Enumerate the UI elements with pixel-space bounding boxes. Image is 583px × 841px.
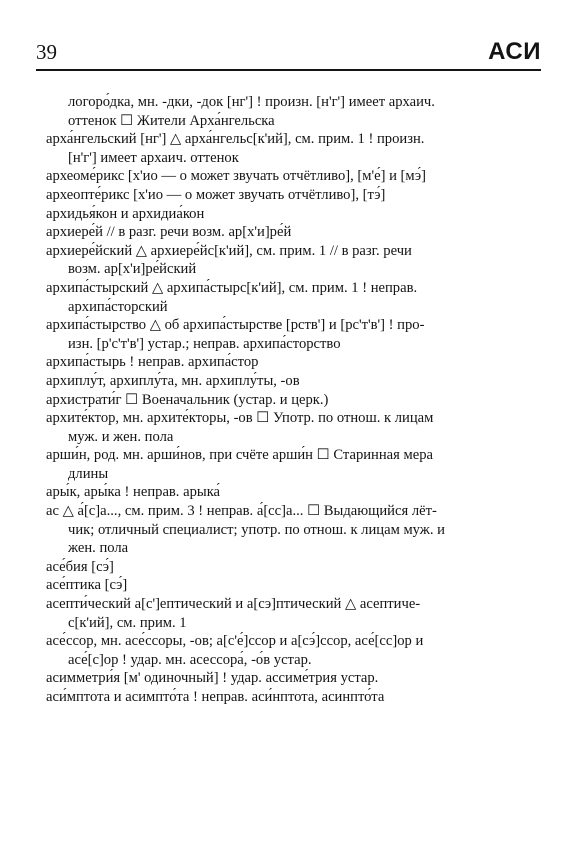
- entry-line: архистрати́г ☐ Военачальник (устар. и церк.): [46, 391, 329, 408]
- entry-line: архиплу́т, архиплу́та, мн. архиплу́ты, -ов: [46, 372, 300, 389]
- entry-line: ас △ а́[с]а..., см. прим. 3 ! неправ. а́[сс]а... ☐ Выдающийся лёт-: [46, 503, 437, 520]
- entry-line: асе́ссор, мн. асе́ссоры, -ов; а[с'е́]ссор и а[сэ́]ссор, асе́[сс]ор и: [46, 633, 424, 650]
- entry-line: возм. ар[х'и]ре́йский: [68, 261, 197, 278]
- entry-line: с[к'ий], см. прим. 1: [68, 614, 187, 631]
- entry-line: длины: [68, 465, 109, 482]
- entry-line: арха́нгельский [нг'] △ арха́нгельс[к'ий], см. прим. 1 ! произн.: [46, 131, 425, 148]
- entry-line: ары́к, ары́ка ! неправ. арыка́: [46, 484, 221, 501]
- entry-line: асепти́ческий а[с']ептический и а[сэ]птический △ асептиче-: [46, 596, 421, 613]
- entry-line: архипа́сторский: [68, 298, 168, 315]
- entry-line: муж. и жен. пола: [68, 428, 174, 445]
- entry-line: чик; отличный специалист; употр. по отнош. к лицам муж. и: [68, 521, 445, 538]
- entry-line: логоро́дка, мн. -дки, -док [нг'] ! произн. [н'г'] имеет архаич.: [68, 94, 435, 110]
- entry-line: архипа́стырь ! неправ. архипа́стор: [46, 354, 259, 371]
- page-number: 39: [36, 40, 57, 64]
- entry-line: асимметри́я [м' одиночный] ! удар. ассиме́трия устар.: [46, 670, 379, 687]
- entry-line: асе́бия [сэ́]: [46, 558, 114, 575]
- entry-line: архипа́стырский △ архипа́стырс[к'ий], см. прим. 1 ! неправ.: [46, 279, 418, 296]
- entry-line: археопте́рикс [х'ио — о может звучать отчётливо], [тэ́]: [46, 186, 386, 203]
- entry-line: асе́птика [сэ́]: [46, 577, 128, 594]
- entry-line: изн. [р'с'т'в'] устар.; неправ. архипа́сторство: [68, 335, 341, 352]
- entry-line: арши́н, род. мн. арши́нов, при счёте арши́н ☐ Старинная мера: [46, 447, 433, 464]
- entry-line: архиере́й // в разг. речи возм. ар[х'и]ре́й: [46, 224, 292, 241]
- entry-line: архипа́стырство △ об архипа́стырстве [рств'] и [рс'т'в'] ! про-: [46, 317, 425, 334]
- entry-line: жен. пола: [68, 540, 129, 557]
- entry-line: [н'г'] имеет архаич. оттенок: [68, 149, 239, 166]
- entry-line: асе́[с]ор ! удар. мн. асессора́, -о́в устар.: [68, 651, 312, 668]
- page-header: [36, 38, 541, 68]
- entry-line: археоме́рикс [х'ио — о может звучать отчётливо], [м'е́] и [мэ́]: [46, 168, 426, 185]
- entry-line: аси́мптота и асимпто́та ! неправ. аси́нптота, асинпто́та: [46, 689, 385, 705]
- entry-line: архите́ктор, мн. архите́кторы, -ов ☐ Употр. по отнош. к лицам: [46, 410, 434, 427]
- guide-word: АСИ: [488, 38, 541, 65]
- entry-line: оттенок ☐ Жители Арха́нгельска: [68, 112, 275, 129]
- header-rule: [36, 69, 541, 71]
- entry-line: архиере́йский △ архиере́йс[к'ий], см. прим. 1 // в разг. речи: [46, 242, 412, 259]
- entry-line: архидья́кон и архидиа́кон: [46, 205, 205, 222]
- dictionary-entries: [46, 93, 538, 707]
